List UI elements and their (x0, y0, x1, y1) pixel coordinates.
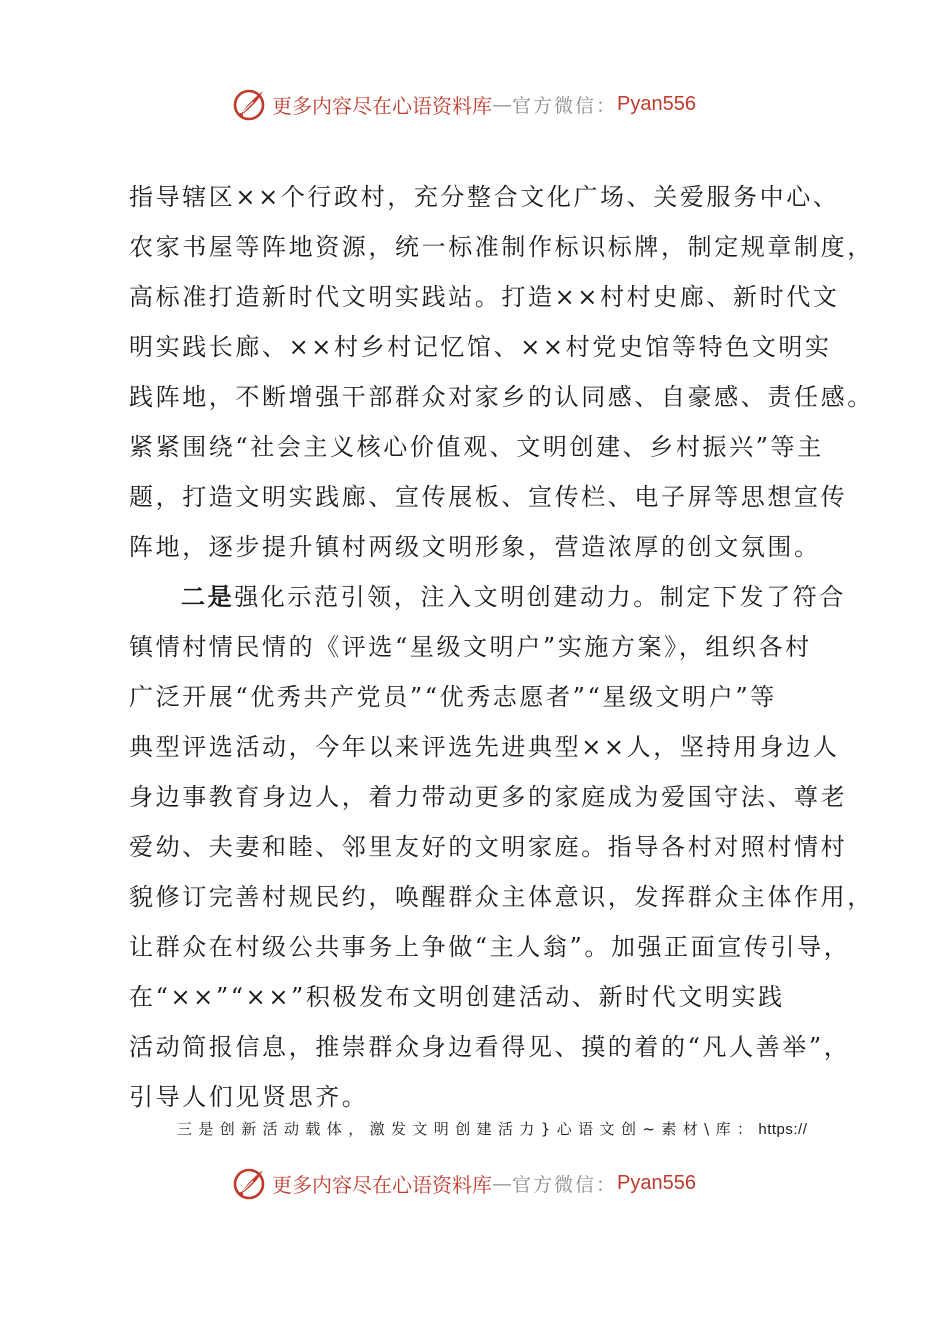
quill-logo-icon (232, 86, 268, 122)
watermark-banner-top (232, 84, 696, 124)
text-line: 在“××”“××”积极发布文明创建活动、新时代文明实践 (129, 983, 785, 1011)
text-line: 引导人们见贤思齐。 (129, 1083, 369, 1111)
text-line: 明实践长廊、××村乡村记忆馆、××村党史馆等特色文明实 (129, 333, 832, 361)
footer-note-url: https:// (758, 1121, 808, 1138)
watermark-wechat-label: 官方微信： (512, 94, 618, 117)
watermark-dash: — (492, 92, 512, 116)
quill-logo-icon (232, 1165, 268, 1201)
text-line: 指导辖区××个行政村，充分整合文化广场、关爱服务中心、 (129, 183, 840, 211)
watermark-wechat-id: Pyan556 (617, 92, 696, 115)
watermark-dash: — (492, 1171, 512, 1195)
document-body (129, 172, 874, 1122)
paragraph-1 (129, 172, 874, 572)
paragraph-2-first-line (129, 572, 849, 622)
text-line: 题，打造文明实践廊、宣传展板、宣传栏、电子屏等思想宣传 (129, 483, 848, 511)
text-line: 农家书屋等阵地资源，统一标准制作标识标牌，制定规章制度， (129, 233, 874, 261)
watermark-banner-bottom (232, 1163, 696, 1203)
text-line: 高标准打造新时代文明实践站。打造××村村史廊、新时代文 (129, 283, 840, 311)
watermark-brand-text: 更多内容尽在心语资料库 (272, 93, 492, 118)
paragraph-2-lead: 二是 (181, 582, 235, 611)
text-line: 镇情村情民情的《评选“星级文明户”实施方案》，组织各村 (129, 633, 812, 661)
paragraph-2 (129, 572, 874, 1122)
text-line: 貌修订完善村规民约，唤醒群众主体意识，发挥群众主体作用， (129, 883, 874, 911)
footer-note (177, 1118, 807, 1139)
watermark-wechat-label: 官方微信： (512, 1173, 618, 1196)
footer-note-text: 三是创新活动载体，激发文明创建活力}心语文创~素材\库： (177, 1120, 759, 1138)
text-line: 让群众在村级公共事务上争做“主人翁”。加强正面宣传引导， (129, 933, 851, 961)
paragraph-2-first-line-rest: 强化示范引领，注入文明创建动力。制定下发了符合 (234, 583, 847, 611)
text-line: 活动简报信息，推崇群众身边看得见、摸的着的“凡人善举”， (129, 1033, 851, 1061)
text-line: 紧紧围绕“社会主义核心价值观、文明创建、乡村振兴”等主 (129, 433, 824, 461)
watermark-wechat-id: Pyan556 (617, 1171, 696, 1194)
text-line: 身边事教育身边人，着力带动更多的家庭成为爱国守法、尊老 (129, 783, 848, 811)
text-line: 阵地，逐步提升镇村两级文明形象，营造浓厚的创文氛围。 (129, 533, 821, 561)
watermark-brand-text: 更多内容尽在心语资料库 (272, 1172, 492, 1197)
text-line: 践阵地，不断增强干部群众对家乡的认同感、自豪感、责任感。 (129, 383, 874, 411)
text-line: 典型评选活动，今年以来评选先进典型××人，坚持用身边人 (129, 733, 840, 761)
text-line: 广泛开展“优秀共产党员”“优秀志愿者”“星级文明户”等 (129, 683, 777, 711)
text-line: 爱幼、夫妻和睦、邻里友好的文明家庭。指导各村对照村情村 (129, 833, 848, 861)
